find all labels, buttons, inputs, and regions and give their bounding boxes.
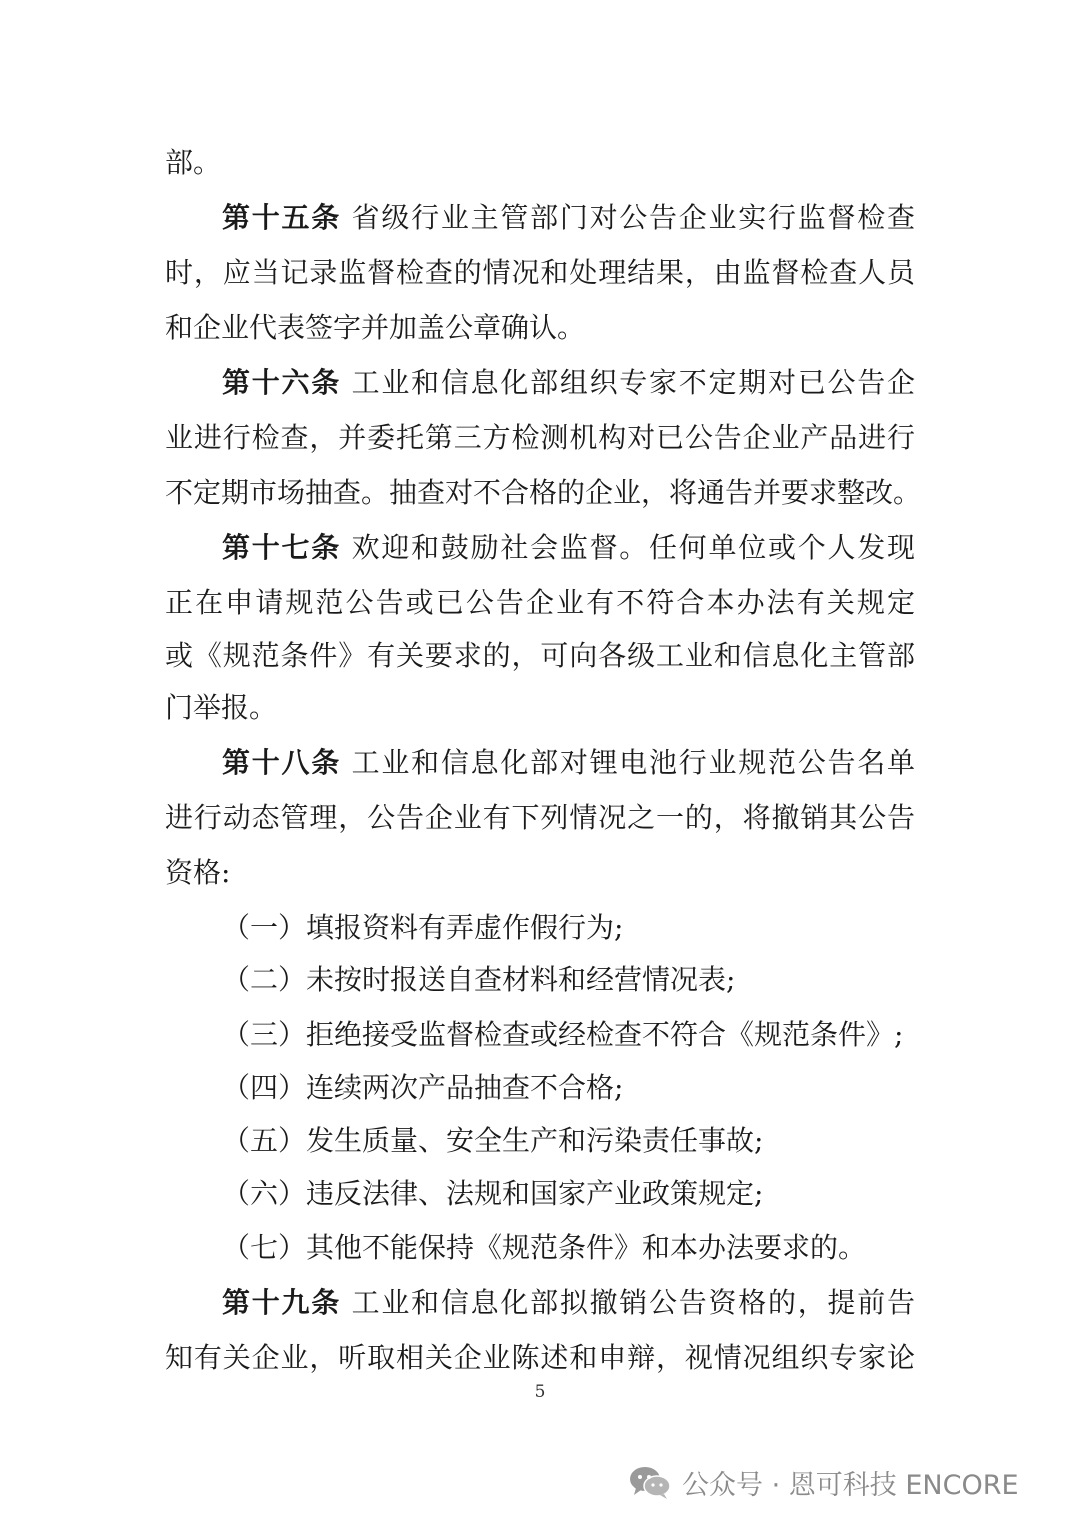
text-line: 进行动态管理，公告企业有下列情况之一的，将撤销其公告 bbox=[165, 801, 915, 834]
text-line: 时，应当记录监督检查的情况和处理结果，由监督检查人员 bbox=[165, 256, 915, 289]
text-line: 知有关企业，听取相关企业陈述和申辩，视情况组织专家论 bbox=[165, 1341, 915, 1374]
article-number: 第十八条 bbox=[222, 746, 341, 779]
list-item: （一）填报资料有弄虚作假行为; bbox=[222, 911, 624, 944]
article-18-heading-line: 第十八条 工业和信息化部对锂电池行业规范公告名单 bbox=[222, 746, 915, 779]
article-number: 第十九条 bbox=[222, 1286, 341, 1319]
watermark-text: 公众号 · 恩可科技 ENCORE bbox=[682, 1469, 1019, 1501]
wechat-icon bbox=[628, 1464, 672, 1500]
text-line: 不定期市场抽查。抽查对不合格的企业，将通告并要求整改。 bbox=[165, 476, 922, 509]
text-line: 正在申请规范公告或已公告企业有不符合本办法有关规定 bbox=[165, 586, 915, 619]
list-item: （六）违反法律、法规和国家产业政策规定; bbox=[222, 1177, 764, 1210]
article-17-heading-line: 第十七条 欢迎和鼓励社会监督。任何单位或个人发现 bbox=[222, 531, 915, 564]
article-19-heading-line: 第十九条 工业和信息化部拟撤销公告资格的，提前告 bbox=[222, 1286, 915, 1319]
text-line: 业进行检查，并委托第三方检测机构对已公告企业产品进行 bbox=[165, 421, 915, 454]
list-item: （三）拒绝接受监督检查或经检查不符合《规范条件》; bbox=[222, 1018, 904, 1051]
list-item: （五）发生质量、安全生产和污染责任事故; bbox=[222, 1124, 764, 1157]
article-number: 第十七条 bbox=[222, 531, 341, 564]
text-line: 门举报。 bbox=[165, 691, 278, 724]
text-line: 或《规范条件》有关要求的，可向各级工业和信息化主管部 bbox=[165, 639, 915, 672]
article-number: 第十六条 bbox=[222, 366, 341, 399]
text-line: 资格: bbox=[165, 856, 231, 889]
list-item: （七）其他不能保持《规范条件》和本办法要求的。 bbox=[222, 1231, 867, 1264]
article-number: 第十五条 bbox=[222, 201, 341, 234]
page-number: 5 bbox=[534, 1382, 546, 1402]
article-16-heading-line: 第十六条 工业和信息化部组织专家不定期对已公告企 bbox=[222, 366, 915, 399]
list-item: （四）连续两次产品抽查不合格; bbox=[222, 1071, 624, 1104]
watermark bbox=[628, 1462, 1019, 1502]
list-item: （二）未按时报送自查材料和经营情况表; bbox=[222, 963, 736, 996]
article-15-heading-line: 第十五条 省级行业主管部门对公告企业实行监督检查 bbox=[222, 201, 915, 234]
text-line: 和企业代表签字并加盖公章确认。 bbox=[165, 311, 586, 344]
text-line: 部。 bbox=[165, 146, 222, 179]
